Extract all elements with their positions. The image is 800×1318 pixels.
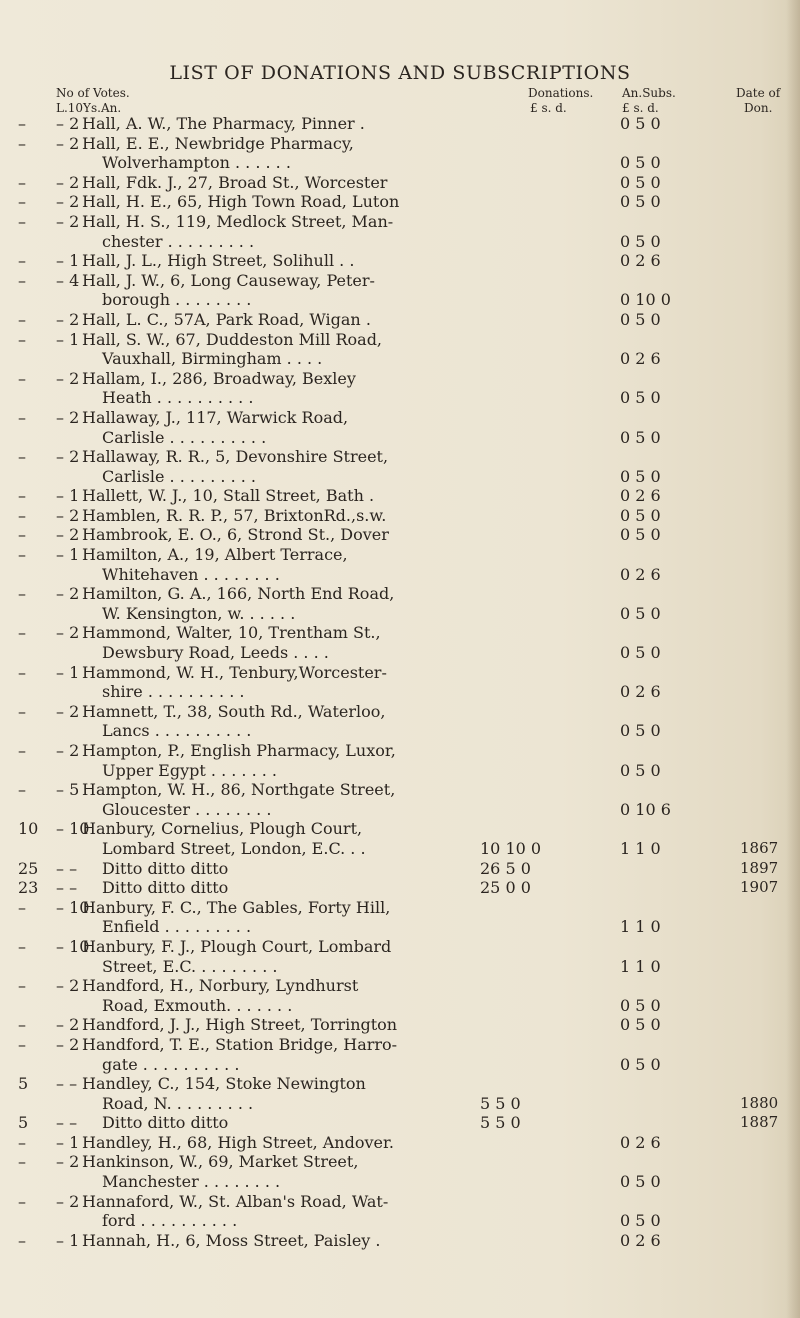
subscription-amount: 0 5 0 [620, 114, 661, 133]
entry-continuation: Enfield . . . . . . . . . [102, 917, 252, 937]
entry-text: Hallam, I., 286, Broadway, Bexley [82, 368, 356, 388]
list-item [0, 173, 800, 193]
list-item [0, 153, 800, 173]
votes-annual: – 1 [56, 251, 80, 271]
entry-text: Hambrook, E. O., 6, Strond St., Dover [82, 525, 389, 545]
votes-annual: – 2 [56, 1034, 80, 1054]
votes-annual: – 5 [56, 780, 80, 800]
list-item [0, 486, 800, 506]
votes-annual: – 2 [56, 741, 80, 760]
list-item [0, 800, 800, 820]
votes-annual: – 2 [56, 309, 80, 329]
subscription-amount: 0 5 0 [620, 153, 661, 173]
votes-year: – [18, 1230, 26, 1250]
votes-annual: – 1 [56, 545, 80, 565]
votes-year: – [18, 701, 26, 721]
votes-year: – [18, 525, 26, 545]
entry-text: Hampton, W. H., 86, Northgate Street, [82, 780, 396, 800]
list-item [0, 819, 800, 839]
donation-amount: 26 5 0 [480, 858, 531, 878]
votes-annual: – 2 [56, 1191, 80, 1211]
votes-year: – [18, 1034, 26, 1054]
entry-continuation: Road, Exmouth. . . . . . . [102, 995, 293, 1015]
entry-text: Hall, Fdk. J., 27, Broad St., Worcester [82, 172, 388, 192]
subscription-amount: 0 5 0 [620, 760, 661, 780]
votes-annual: – 2 [56, 368, 80, 388]
votes-annual: – – [56, 1074, 78, 1094]
list-item [0, 1231, 800, 1251]
votes-annual: – 1 [56, 662, 80, 682]
votes-annual: – 2 [56, 211, 80, 231]
votes-year: – [18, 1191, 26, 1211]
list-item [0, 349, 800, 369]
list-item [0, 1094, 800, 1114]
subscription-amount: 0 2 6 [620, 564, 661, 584]
list-item [0, 1172, 800, 1192]
entry-continuation: Whitehaven . . . . . . . . [102, 564, 280, 584]
votes-annual: – 2 [56, 701, 80, 721]
subscription-amount: 0 5 0 [620, 388, 661, 408]
subscription-amount: 0 5 0 [620, 603, 661, 623]
votes-annual: – 2 [56, 114, 80, 133]
subscription-amount: 1 1 0 [620, 956, 661, 976]
votes-year: – [18, 741, 26, 760]
subscription-amount: 0 5 0 [620, 505, 661, 525]
subscription-amount: 0 5 0 [620, 1211, 661, 1231]
votes-year: – [18, 584, 26, 604]
votes-annual: – 2 [56, 447, 80, 467]
list-item [0, 1074, 800, 1094]
subscription-amount: 0 5 0 [620, 427, 661, 447]
entry-text: Hall, A. W., The Pharmacy, Pinner . [82, 114, 365, 133]
list-item [0, 1192, 800, 1212]
page-title: LIST OF DONATIONS AND SUBSCRIPTIONS [169, 62, 631, 84]
list-item [0, 447, 800, 467]
list-item [0, 682, 800, 702]
entry-text: Hamnett, T., 38, South Rd., Waterloo, [82, 701, 386, 721]
donation-amount: 5 5 0 [480, 1093, 521, 1113]
list-item [0, 525, 800, 545]
list-item [0, 741, 800, 761]
donation-amount: 10 10 0 [480, 838, 542, 858]
subscription-amount: 0 5 0 [620, 231, 661, 251]
votes-annual: – 2 [56, 407, 80, 427]
entry-continuation: Vauxhall, Birmingham . . . . [102, 349, 323, 369]
annual-subs-units: £ s. d. [622, 101, 659, 115]
donation-date: 1897 [740, 858, 779, 877]
entry-continuation: borough . . . . . . . . [102, 290, 252, 310]
votes-year: 23 [18, 878, 39, 898]
votes-year: – [18, 1015, 26, 1035]
list-item [0, 1152, 800, 1172]
subscription-amount: 0 2 6 [620, 682, 661, 702]
list-item [0, 212, 800, 232]
subscription-amount: 0 10 0 [620, 290, 671, 310]
list-item [0, 957, 800, 977]
entry-text: Hannah, H., 6, Moss Street, Paisley . [82, 1230, 381, 1250]
entry-text: Hanbury, Cornelius, Plough Court, [82, 819, 363, 839]
list-item [0, 839, 800, 859]
list-item [0, 1113, 800, 1133]
votes-annual: – 2 [56, 505, 80, 525]
subscription-amount: 0 2 6 [620, 251, 661, 271]
subscription-amount: 0 5 0 [620, 525, 661, 545]
entry-continuation: Wolverhampton . . . . . . [102, 153, 291, 173]
entry-continuation: W. Kensington, w. . . . . . [102, 603, 296, 623]
votes-year: – [18, 486, 26, 506]
votes-annual: – 2 [56, 525, 80, 545]
entry-continuation: Lancs . . . . . . . . . . [102, 721, 252, 741]
list-item [0, 1035, 800, 1055]
subscription-amount: 0 5 0 [620, 309, 661, 329]
entry-continuation: ford . . . . . . . . . . [102, 1211, 238, 1231]
list-item [0, 898, 800, 918]
entry-continuation: Carlisle . . . . . . . . . [102, 466, 257, 486]
list-item [0, 604, 800, 624]
list-item [0, 859, 800, 879]
subscription-amount: 0 5 0 [620, 1054, 661, 1074]
entry-text: Handford, J. J., High Street, Torrington [82, 1015, 398, 1035]
donations-units: £ s. d. [530, 101, 567, 115]
list-item [0, 643, 800, 663]
votes-header: No of Votes. [56, 86, 130, 100]
donation-date: 1907 [740, 878, 779, 897]
votes-year: 25 [18, 858, 39, 878]
subscription-amount: 0 2 6 [620, 349, 661, 369]
list-item [0, 761, 800, 781]
votes-year: – [18, 270, 26, 290]
entry-text: Hannaford, W., St. Alban's Road, Wat- [82, 1191, 389, 1211]
subscription-amount: 1 1 0 [620, 917, 661, 937]
list-item [0, 330, 800, 350]
votes-annual: – 1 [56, 329, 80, 349]
list-item [0, 780, 800, 800]
votes-annual: – 1 [56, 1132, 80, 1152]
subscription-amount: 0 5 0 [620, 1172, 661, 1192]
list-item [0, 623, 800, 643]
donation-date: 1867 [740, 838, 779, 857]
entry-text: Handley, C., 154, Stoke Newington [82, 1074, 366, 1094]
list-item [0, 408, 800, 428]
entry-text: Hall, E. E., Newbridge Pharmacy, [82, 133, 354, 153]
votes-year: 5 [18, 1074, 29, 1094]
donation-amount: 5 5 0 [480, 1113, 521, 1133]
entry-text: Hall, L. C., 57A, Park Road, Wigan . [82, 309, 371, 329]
list-item [0, 232, 800, 252]
list-item [0, 663, 800, 683]
votes-year: – [18, 936, 26, 956]
entry-text: Hallaway, R. R., 5, Devonshire Street, [82, 447, 389, 467]
entry-text: Hall, H. S., 119, Medlock Street, Man- [82, 211, 394, 231]
entry-text: Hallett, W. J., 10, Stall Street, Bath . [82, 486, 375, 506]
votes-year: – [18, 545, 26, 565]
votes-year: – [18, 623, 26, 643]
list-item [0, 545, 800, 565]
list-item [0, 1133, 800, 1153]
list-item [0, 917, 800, 937]
donations-header: Donations. [528, 86, 594, 100]
votes-year: – [18, 976, 26, 996]
entry-text: Hall, S. W., 67, Duddeston Mill Road, [82, 329, 383, 349]
list-item [0, 192, 800, 212]
subscription-amount: 0 10 6 [620, 799, 671, 819]
subscription-amount: 0 5 0 [620, 721, 661, 741]
entry-text: Hankinson, W., 69, Market Street, [82, 1152, 359, 1172]
list-item [0, 506, 800, 526]
votes-year: – [18, 1132, 26, 1152]
entry-text: Handley, H., 68, High Street, Andover. [82, 1132, 394, 1152]
date-header: Date of [736, 86, 781, 100]
votes-annual: – – [56, 858, 78, 878]
subscription-amount: 0 5 0 [620, 995, 661, 1015]
entry-continuation: chester . . . . . . . . . [102, 231, 255, 251]
list-item [0, 428, 800, 448]
entry-text: Hammond, W. H., Tenbury,Worcester- [82, 662, 387, 682]
entry-text: Hanbury, F. J., Plough Court, Lombard [82, 936, 392, 956]
votes-year: – [18, 192, 26, 212]
donation-date: 1880 [740, 1093, 779, 1112]
list-item [0, 878, 800, 898]
votes-annual: – 10 [56, 897, 90, 917]
entry-continuation: Street, E.C. . . . . . . . . [102, 956, 278, 976]
subscription-amount: 0 5 0 [620, 643, 661, 663]
entry-continuation: gate . . . . . . . . . . [102, 1054, 240, 1074]
list-item [0, 565, 800, 585]
subscription-amount: 0 2 6 [620, 1230, 661, 1250]
votes-year: – [18, 251, 26, 271]
donation-amount: 25 0 0 [480, 878, 531, 898]
entry-text: Hamblen, R. R. P., 57, BrixtonRd.,s.w. [82, 505, 387, 525]
entry-text: Hall, J. L., High Street, Solihull . . [82, 251, 355, 271]
votes-annual: – 10 [56, 819, 90, 839]
entry-text: Hall, J. W., 6, Long Causeway, Peter- [82, 270, 375, 290]
list-item [0, 271, 800, 291]
votes-year: – [18, 172, 26, 192]
votes-year: – [18, 1152, 26, 1172]
votes-annual: – 2 [56, 192, 80, 212]
votes-year: – [18, 407, 26, 427]
list-item [0, 1055, 800, 1075]
votes-year: 5 [18, 1113, 29, 1133]
entry-continuation: Ditto ditto ditto [102, 878, 229, 898]
votes-year: – [18, 662, 26, 682]
votes-year: – [18, 447, 26, 467]
votes-annual: – 2 [56, 133, 80, 153]
votes-year: – [18, 897, 26, 917]
votes-year: – [18, 505, 26, 525]
entry-text: Handford, H., Norbury, Lyndhurst [82, 976, 359, 996]
votes-year: – [18, 114, 26, 133]
entry-continuation: Heath . . . . . . . . . . [102, 388, 254, 408]
list-item [0, 290, 800, 310]
list-item [0, 310, 800, 330]
subscription-amount: 0 5 0 [620, 192, 661, 212]
entry-continuation: Ditto ditto ditto [102, 858, 229, 878]
entry-text: Hall, H. E., 65, High Town Road, Luton [82, 192, 400, 212]
entry-continuation: Lombard Street, London, E.C. . . [102, 838, 366, 858]
entry-text: Hammond, Walter, 10, Trentham St., [82, 623, 381, 643]
entry-continuation: Carlisle . . . . . . . . . . [102, 427, 267, 447]
votes-annual: – 2 [56, 623, 80, 643]
date-header-2: Don. [744, 101, 773, 115]
votes-annual: – – [56, 878, 78, 898]
votes-annual: – 2 [56, 1152, 80, 1172]
list-item [0, 388, 800, 408]
list-item [0, 584, 800, 604]
entry-text: Hamilton, A., 19, Albert Terrace, [82, 545, 348, 565]
votes-year: – [18, 133, 26, 153]
votes-annual: – 2 [56, 584, 80, 604]
entry-text: Hamilton, G. A., 166, North End Road, [82, 584, 395, 604]
votes-year: – [18, 309, 26, 329]
votes-annual: – 4 [56, 270, 80, 290]
donation-date: 1887 [740, 1113, 779, 1132]
subscription-amount: 1 1 0 [620, 838, 661, 858]
votes-year: 10 [18, 819, 39, 839]
votes-year: – [18, 211, 26, 231]
votes-annual: – 2 [56, 976, 80, 996]
votes-annual: – 2 [56, 172, 80, 192]
list-item [0, 369, 800, 389]
entry-continuation: Upper Egypt . . . . . . . [102, 760, 278, 780]
entries-list [0, 114, 800, 1250]
votes-annual: – – [56, 1113, 78, 1133]
list-item [0, 134, 800, 154]
votes-year: – [18, 329, 26, 349]
entry-continuation: Dewsbury Road, Leeds . . . . [102, 643, 329, 663]
subscription-amount: 0 2 6 [620, 1132, 661, 1152]
entry-continuation: Ditto ditto ditto [102, 1113, 229, 1133]
list-item [0, 996, 800, 1016]
list-item [0, 721, 800, 741]
entry-text: Hampton, P., English Pharmacy, Luxor, [82, 741, 396, 760]
subscription-amount: 0 5 0 [620, 172, 661, 192]
entry-continuation: Gloucester . . . . . . . . [102, 799, 272, 819]
entry-continuation: Road, N. . . . . . . . . [102, 1093, 254, 1113]
entry-continuation: shire . . . . . . . . . . [102, 682, 245, 702]
votes-year: – [18, 368, 26, 388]
subscription-amount: 0 5 0 [620, 466, 661, 486]
entry-text: Hallaway, J., 117, Warwick Road, [82, 407, 349, 427]
list-item [0, 937, 800, 957]
subscription-amount: 0 2 6 [620, 486, 661, 506]
votes-annual: – 1 [56, 1230, 80, 1250]
list-item [0, 1015, 800, 1035]
votes-year: – [18, 780, 26, 800]
votes-annual: – 2 [56, 1015, 80, 1035]
annual-subs-header: An.Subs. [622, 86, 676, 100]
list-item [0, 702, 800, 722]
subscription-amount: 0 5 0 [620, 1015, 661, 1035]
entry-continuation: Manchester . . . . . . . . [102, 1172, 281, 1192]
list-item [0, 114, 800, 134]
votes-annual: – 10 [56, 936, 90, 956]
list-item [0, 467, 800, 487]
entry-text: Handford, T. E., Station Bridge, Harro- [82, 1034, 398, 1054]
entry-text: Hanbury, F. C., The Gables, Forty Hill, [82, 897, 391, 917]
list-item [0, 251, 800, 271]
lyrs-header: L.10Ys.An. [56, 101, 122, 115]
list-item [0, 976, 800, 996]
list-item [0, 1211, 800, 1231]
votes-annual: – 1 [56, 486, 80, 506]
